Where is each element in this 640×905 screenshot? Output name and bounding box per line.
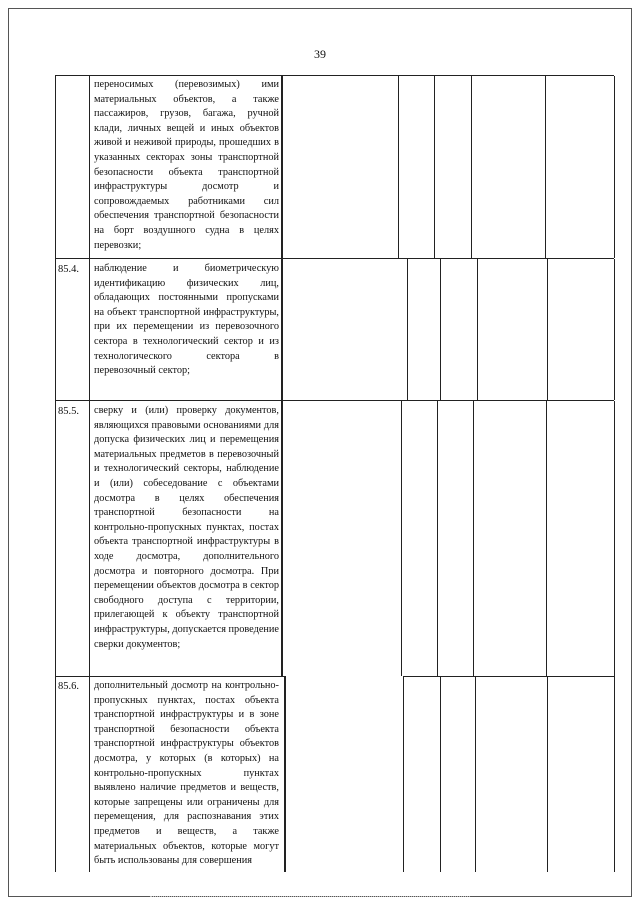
- table-row: [55, 676, 614, 872]
- page-number: 39: [314, 47, 326, 61]
- table-row: [55, 400, 614, 676]
- table-row: [55, 258, 614, 400]
- row-number: 85.4.: [58, 264, 79, 275]
- row-text: наблюдение и биометрическую идентификацию физических лиц, обладающих постоянными пропусками на объект транспортной инфраструктуры, при их перемещении из перевозочного сектора в технологический сектор и из технологического сектора в перевозочный сектор;: [94, 263, 279, 377]
- row-number: 85.5.: [58, 406, 79, 417]
- row-number: 85.6.: [58, 681, 79, 692]
- row-text: дополнительный досмотр на контрольно-пропускных пунктах, постах объекта транспортной инфраструктуры и в зоне транспортной безопасности объекта транспортной инфраструктуры объектов досмотра, у которых (в которых) на контрольно-пропускных пунктах выявлено наличие предметов и веществ, которые запрещены или ограничены для перемещения, для распознавания этих предметов и веществ, а также материальных объектов, которые могут быть использованы для совершения: [94, 680, 279, 867]
- row-text: переносимых (перевозимых) ими материальных объектов, а также пассажиров, грузов, багажа, ручной клади, личных вещей и иных объектов живой и неживой природы, прошедших в указанных секторах зоны транспортной безопасности объекта транспортной инфраструктуры досмотр и сопровождаемых работниками сил обеспечения транспортной безопасности на борт воздушного судна в целях перевозки;: [94, 79, 279, 251]
- table-row: [55, 75, 614, 258]
- scan-edge-line: [150, 896, 470, 897]
- row-text: сверку и (или) проверку документов, являющихся правовыми основаниями для допуска физических лиц и перемещения материальных предметов в перевозочный и технологический секторы, наблюдение и (или) собеседование с объектами досмотра в целях обеспечения транспортной безопасности на контрольно-пропускных пунктах, постах объекта транспортной инфраструктуры в ходе досмотра, дополнительного досмотра и повторного досмотра. При перемещении объектов досмотра в сектор свободного доступа с территории, прилегающей к объекту транспортной инфраструктуры, допускается проведение сверки документов;: [94, 405, 279, 650]
